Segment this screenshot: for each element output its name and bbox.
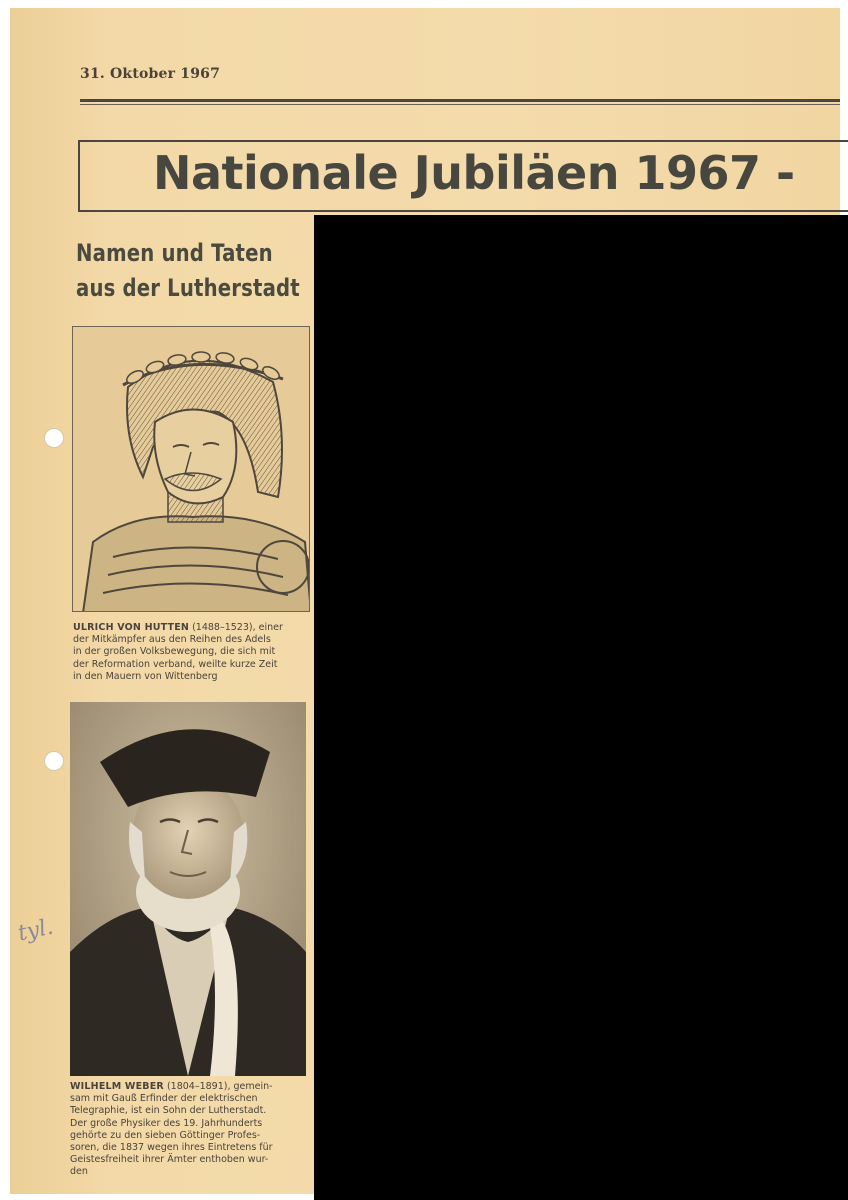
- photo-caption: [70, 1081, 314, 1179]
- caption-person-name: ULRICH VON HUTTEN: [73, 622, 190, 633]
- page-title: Nationale Jubiläen 1967 -: [153, 146, 795, 200]
- header-rule: [80, 99, 840, 102]
- caption-text: Der große Physiker des 19. Jahrhunderts: [70, 1117, 263, 1129]
- caption-text: Geistesfreiheit ihrer Ämter enthoben wur-: [70, 1154, 269, 1166]
- handwritten-mark: tyl.: [15, 914, 56, 947]
- portrait-caption: [73, 622, 313, 683]
- header-rule-thin: [80, 104, 840, 105]
- punch-hole: [44, 751, 64, 771]
- issue-date: 31. Oktober 1967: [80, 66, 221, 82]
- headline-line: Namen und Taten: [76, 239, 273, 267]
- caption-text: (1804–1891), gemein-: [163, 1081, 273, 1092]
- caption-text: in den Mauern von Wittenberg: [73, 670, 218, 682]
- caption-text: der Reformation verband, weilte kurze Zeit: [73, 658, 278, 670]
- punch-hole: [44, 428, 64, 448]
- article-headline: [76, 236, 300, 306]
- caption-text: Telegraphie, ist ein Sohn der Lutherstadt.: [70, 1105, 267, 1117]
- caption-text: der Mitkämpfer aus den Reihen des Adels: [73, 634, 271, 646]
- caption-text: den: [70, 1166, 88, 1178]
- caption-text: in der großen Volksbewegung, die sich mit: [73, 646, 276, 658]
- caption-text: gehörte zu den sieben Göttinger Profes-: [70, 1129, 261, 1141]
- caption-person-name: WILHELM WEBER: [70, 1081, 164, 1092]
- photo-portrait-image: [70, 702, 306, 1076]
- caption-text: soren, die 1837 wegen ihres Eintretens für: [70, 1142, 273, 1154]
- woodcut-portrait-drawing: [73, 327, 310, 612]
- woodcut-portrait-image: [72, 326, 310, 612]
- caption-text: (1488–1523), einer: [189, 622, 283, 633]
- headline-line: aus der Lutherstadt: [76, 274, 300, 302]
- redacted-area: [314, 215, 848, 1200]
- caption-text: sam mit Gauß Erfinder der elektrischen: [70, 1093, 258, 1105]
- photo-portrait-drawing: [70, 702, 306, 1076]
